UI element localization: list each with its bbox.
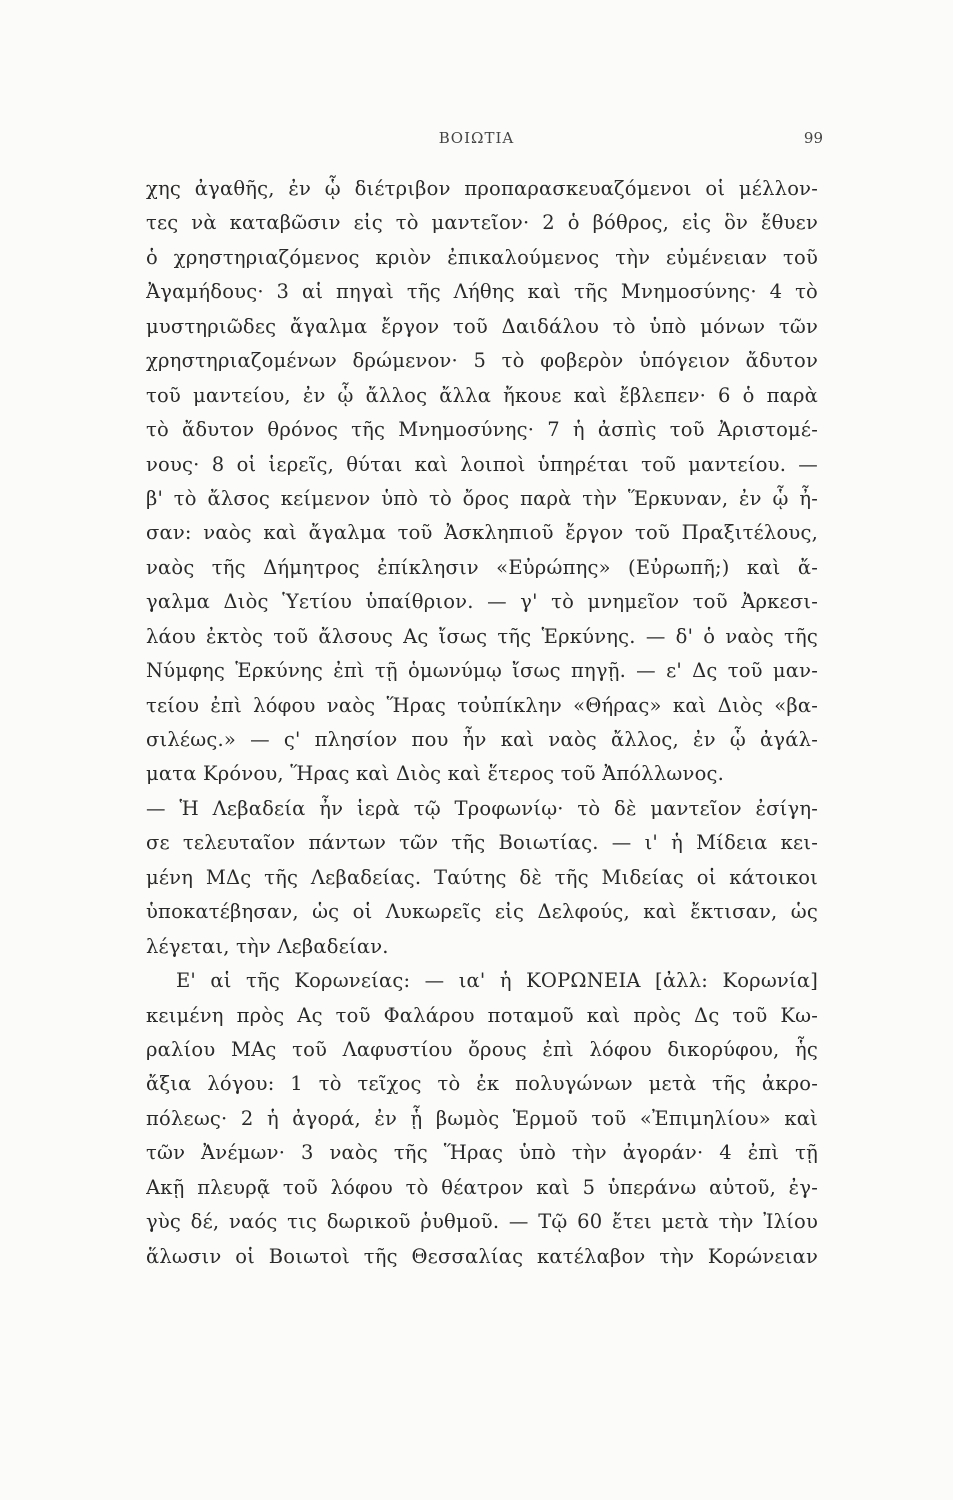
page-number: 99 [803, 129, 823, 147]
text-line: ναὸς τῆς Δήμητρος ἐπίκλησιν «Εὐρώπης» (Εὐρωπῆ;) καὶ ἄ- [146, 555, 818, 579]
text-line: ἅλωσιν οἱ Βοιωτοὶ τῆς Θεσσαλίας κατέλαβον τὴν Κορώνειαν [146, 1244, 818, 1268]
text-line: ὁ χρηστηριαζόμενος κριὸν ἐπικαλούμενος τὴν εὐμένειαν τοῦ [146, 245, 818, 269]
text-line: τείου ἐπὶ λόφου ναὸς Ἥρας τοὐπίκλην «Θήρας» καὶ Διὸς «βα- [146, 693, 818, 717]
text-line: σιλέως.» — ς' πλησίον που ἦν καὶ ναὸς ἄλλος, ἐν ᾧ ἀγάλ- [146, 728, 818, 751]
text-line: σε τελευταῖον πάντων τῶν τῆς Βοιωτίας. — ι' ἡ Μίδεια κει- [146, 831, 818, 855]
text-line: χρηστηριαζομένων δρώμενον· 5 τὸ φοβερὸν ὑπόγειον ἄδυτον [146, 349, 818, 373]
text-line: κειμένη πρὸς Ας τοῦ Φαλάρου ποταμοῦ καὶ πρὸς Δς τοῦ Κω- [146, 1003, 818, 1027]
text-line: γαλμα Διὸς Ὑετίου ὑπαίθριον. — γ' τὸ μνημεῖον τοῦ Ἀρκεσι- [146, 590, 818, 614]
text-line: β' τὸ ἄλσος κείμενον ὑπὸ τὸ ὄρος παρὰ τὴν Ἕρκυναν, ἐν ᾧ ἦ- [146, 486, 818, 510]
text-line: Νύμφης Ἑρκύνης ἐπὶ τῇ ὁμωνύμῳ ἴσως πηγῇ. — ε' Δς τοῦ μαν- [146, 659, 818, 683]
text-line: Ακῇ πλευρᾷ τοῦ λόφου τὸ θέατρον καὶ 5 ὑπεράνω αὐτοῦ, ἐγ- [146, 1175, 818, 1199]
text-line: Ἀγαμήδους· 3 αἱ πηγαὶ τῆς Λήθης καὶ τῆς Μνημοσύνης· 4 τὸ [146, 280, 818, 304]
running-head-title: ΒΟΙΩΤΙΑ [438, 129, 515, 147]
text-line: πόλεως· 2 ἡ ἀγορά, ἐν ᾗ βωμὸς Ἑρμοῦ τοῦ «Ἐπιμηλίου» καὶ [146, 1106, 818, 1130]
running-head [0, 129, 953, 151]
text-line: λάου ἐκτὸς τοῦ ἄλσους Ας ἴσως τῆς Ἑρκύνης. — δ' ὁ ναὸς τῆς [146, 624, 818, 648]
text-line: τῶν Ἀνέμων· 3 ναὸς τῆς Ἥρας ὑπὸ τὴν ἀγοράν· 4 ἐπὶ τῇ [146, 1141, 818, 1165]
text-line: σαν: ναὸς καὶ ἄγαλμα τοῦ Ἀσκληπιοῦ ἔργον τοῦ Πραξιτέλους, [146, 521, 818, 545]
text-line: νους· 8 οἱ ἱερεῖς, θύται καὶ λοιποὶ ὑπηρέται τοῦ μαντείου. — [146, 452, 818, 476]
text-line: λέγεται, τὴν Λεβαδείαν. [146, 934, 389, 958]
text-line: ἄξια λόγου: 1 τὸ τεῖχος τὸ ἐκ πολυγώνων μετὰ τῆς ἀκρο- [146, 1072, 818, 1096]
text-line: χης ἀγαθῆς, ἐν ᾧ διέτριβον προπαρασκευαζόμενοι οἱ μέλλον- [146, 177, 818, 200]
text-line: τοῦ μαντείου, ἐν ᾧ ἄλλος ἄλλα ἤκουε καὶ ἔβλεπεν· 6 ὁ παρὰ [146, 383, 818, 407]
text-line: Ε' αἱ τῆς Κορωνείας: — ια' ἡ ΚΟΡΩΝΕΙΑ [ἀλλ: Κορωνία] [176, 969, 818, 993]
text-line: ὑποκατέβησαν, ὡς οἱ Λυκωρεῖς εἰς Δελφούς, καὶ ἔκτισαν, ὡς [146, 900, 818, 924]
text-line: ματα Κρόνου, Ἥρας καὶ Διὸς καὶ ἕτερος τοῦ Ἀπόλλωνος. [146, 762, 725, 786]
text-line: μένη ΜΔς τῆς Λεβαδείας. Ταύτης δὲ τῆς Μιδείας οἱ κάτοικοι [146, 865, 818, 889]
text-line: — Ἡ Λεβαδεία ἦν ἱερὰ τῷ Τροφωνίῳ· τὸ δὲ μαντεῖον ἐσίγη- [146, 796, 818, 820]
text-line: γὺς δέ, ναός τις δωρικοῦ ῥυθμοῦ. — Τῷ 60 ἔτει μετὰ τὴν Ἰλίου [146, 1210, 818, 1234]
text-line: ραλίου ΜΑς τοῦ Λαφυστίου ὄρους ἐπὶ λόφου δικορύφου, ἧς [146, 1037, 818, 1061]
text-line: μυστηριῶδες ἄγαλμα ἔργον τοῦ Δαιδάλου τὸ ὑπὸ μόνων τῶν [146, 314, 818, 338]
body-text [146, 172, 818, 1274]
text-line: τες νὰ καταβῶσιν εἰς τὸ μαντεῖον· 2 ὁ βόθρος, εἰς ὃν ἔθυεν [146, 211, 818, 235]
text-line: τὸ ἄδυτον θρόνος τῆς Μνημοσύνης· 7 ἡ ἀσπὶς τοῦ Ἀριστομέ- [146, 418, 818, 442]
